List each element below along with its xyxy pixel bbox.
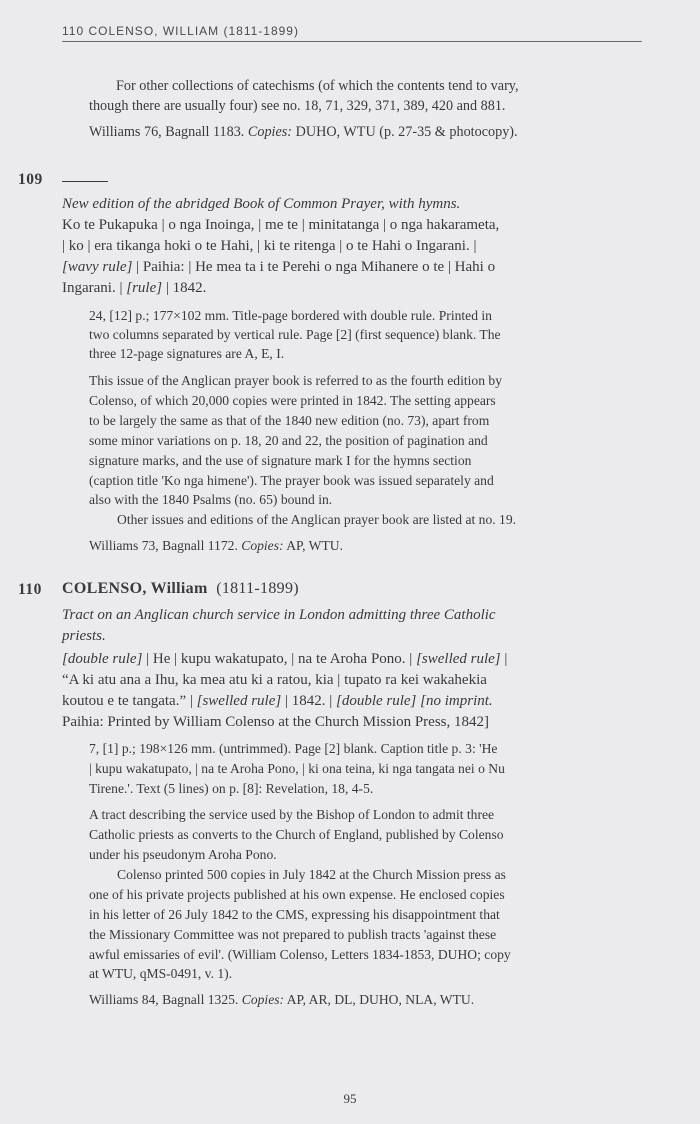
entry-109-note-3: to be largely the same as that of the 1840 new edition (no. 73), apart from	[89, 413, 490, 428]
entry-109-note-6: (caption title 'Ko nga himene'). The prayer book was issued separately and	[89, 473, 494, 488]
titlepage-text: | He | kupu wakatupato, | na te Aroha Pono. |	[142, 651, 417, 667]
prev-refs: Williams 76, Bagnall 1183.	[89, 124, 245, 140]
entry-109-author-dash	[62, 181, 108, 182]
entry-109-note-2: Colenso, of which 20,000 copies were printed in 1842. The setting appears	[89, 393, 496, 408]
prev-note-line1: For other collections of catechisms (of which the contents tend to vary,	[116, 78, 519, 94]
swelled-rule-note: [swelled rule]	[416, 651, 501, 667]
entry-109-titlepage-line3	[62, 257, 495, 278]
prev-copies: DUHO, WTU (p. 27-35 & photocopy).	[295, 124, 518, 140]
entry-110-note-3: under his pseudonym Aroha Pono.	[89, 847, 277, 862]
entry-110-titlepage-line2: “A ki atu ana a Ihu, ka mea atu ki a ratou, kia | tupato ra kei wakahekia	[62, 672, 487, 688]
entry-109-copies: AP, WTU.	[286, 538, 343, 553]
entry-110-number: 110	[18, 581, 42, 598]
entry-110-titlepage-line3	[62, 691, 493, 712]
titlepage-text: |	[500, 651, 508, 667]
entry-109-number: 109	[18, 171, 43, 188]
entry-109-titlepage-line1: Ko te Pukapuka | o nga Inoinga, | me te | minitatanga | o nga hakarameta,	[62, 217, 500, 233]
entry-109-note-other-issues: Other issues and editions of the Anglican prayer book are listed at no. 19.	[117, 512, 517, 527]
entry-109-titlepage-line4	[62, 278, 206, 299]
entry-109-title: New edition of the abridged Book of Common Prayer, with hymns.	[62, 196, 461, 212]
entry-110-note2-6: at WTU, qMS-0491, v. 1).	[89, 966, 233, 981]
running-head: 110 COLENSO, WILLIAM (1811-1899)	[62, 24, 642, 42]
entry-110-note-2: Catholic priests as converts to the Church of England, published by Colenso	[89, 827, 504, 842]
page-number: 95	[343, 1091, 357, 1106]
rule-note: [rule]	[126, 280, 163, 296]
entry-110-refs: Williams 84, Bagnall 1325.	[89, 992, 239, 1007]
entry-110-copies: AP, AR, DL, DUHO, NLA, WTU.	[286, 992, 475, 1007]
entry-110-collation-3: Tirene.'. Text (5 lines) on p. [8]: Revelation, 18, 4-5.	[89, 781, 374, 796]
entry-110-note2-5: awful emissaries of evil'. (William Colenso, Letters 1834-1853, DUHO; copy	[89, 947, 511, 962]
prev-references	[89, 122, 518, 143]
entry-109-collation-2: two columns separated by vertical rule. Page [2] (first sequence) blank. The	[89, 327, 501, 342]
entry-110-dates: (1811-1899)	[216, 580, 299, 597]
entry-109-collation-3: three 12-page signatures are A, E, I.	[89, 346, 285, 361]
entry-110-title-1: Tract on an Anglican church service in London admitting three Catholic	[62, 607, 496, 623]
entry-110-collation-1: 7, [1] p.; 198×126 mm. (untrimmed). Page [2] blank. Caption title p. 3: 'He	[89, 741, 498, 756]
swelled-rule-note: [swelled rule]	[196, 693, 282, 709]
titlepage-date: | 1842.	[162, 280, 207, 296]
entry-109-refs: Williams 73, Bagnall 1172.	[89, 538, 238, 553]
entry-110-note2-1: Colenso printed 500 copies in July 1842 at the Church Mission press as	[117, 867, 506, 882]
entry-110-collation-2: | kupu wakatupato, | na te Aroha Pono, | ki ona teina, ki nga tangata nei o Nu	[89, 761, 505, 776]
entry-109-copies-label: Copies:	[241, 538, 284, 553]
titlepage-text: Ingarani. |	[62, 280, 127, 296]
prev-note-line2: though there are usually four) see no. 18, 71, 329, 371, 389, 420 and 881.	[89, 98, 506, 114]
prev-copies-label: Copies:	[247, 124, 293, 140]
entry-109-references	[89, 536, 343, 555]
entry-110-note2-4: the Missionary Committee was not prepared to publish tracts 'against these	[89, 927, 497, 942]
entry-110-imprint: Paihia: Printed by William Colenso at the Church Mission Press, 1842]	[62, 714, 490, 730]
entry-110-title-2: priests.	[62, 628, 106, 644]
titlepage-date: | 1842. |	[281, 693, 336, 709]
entry-110-copies-label: Copies:	[241, 992, 285, 1007]
entry-110-note2-2: one of his private projects published at his own expense. He enclosed copies	[89, 887, 505, 902]
entry-110-references	[89, 990, 474, 1009]
wavy-rule-note: [wavy rule]	[62, 259, 133, 275]
entry-110-titlepage-line1	[62, 649, 507, 670]
titlepage-text: | Paihia: | He mea ta i te Perehi o nga Mihanere o te | Hahi o	[132, 259, 496, 275]
entry-110-heading	[62, 580, 299, 598]
entry-109-note-5: signature marks, and the use of signature mark I for the hymns section	[89, 453, 472, 468]
entry-109-note-1: This issue of the Anglican prayer book is referred to as the fourth edition by	[89, 373, 502, 388]
entry-109-note-7: also with the 1840 Psalms (no. 65) bound in.	[89, 492, 333, 507]
no-imprint-note: [no imprint.	[420, 693, 493, 709]
double-rule-note: [double rule]	[62, 651, 143, 667]
entry-109-note-4: some minor variations on p. 18, 20 and 22, the position of pagination and	[89, 433, 488, 448]
entry-110-note-1: A tract describing the service used by the Bishop of London to admit three	[89, 807, 495, 822]
entry-110-author: COLENSO, William	[62, 580, 208, 597]
entry-109-collation-1: 24, [12] p.; 177×102 mm. Title-page bordered with double rule. Printed in	[89, 308, 492, 323]
entry-109-titlepage-line2: | ko | era tikanga hoki o te Hahi, | ki te ritenga | o te Hahi o Ingarani. |	[62, 238, 477, 254]
double-rule-note: [double rule]	[335, 693, 417, 709]
titlepage-text: koutou e te tangata.” |	[62, 693, 197, 709]
entry-110-note2-3: in his letter of 26 July 1842 to the CMS, expressing his disappointment that	[89, 907, 500, 922]
